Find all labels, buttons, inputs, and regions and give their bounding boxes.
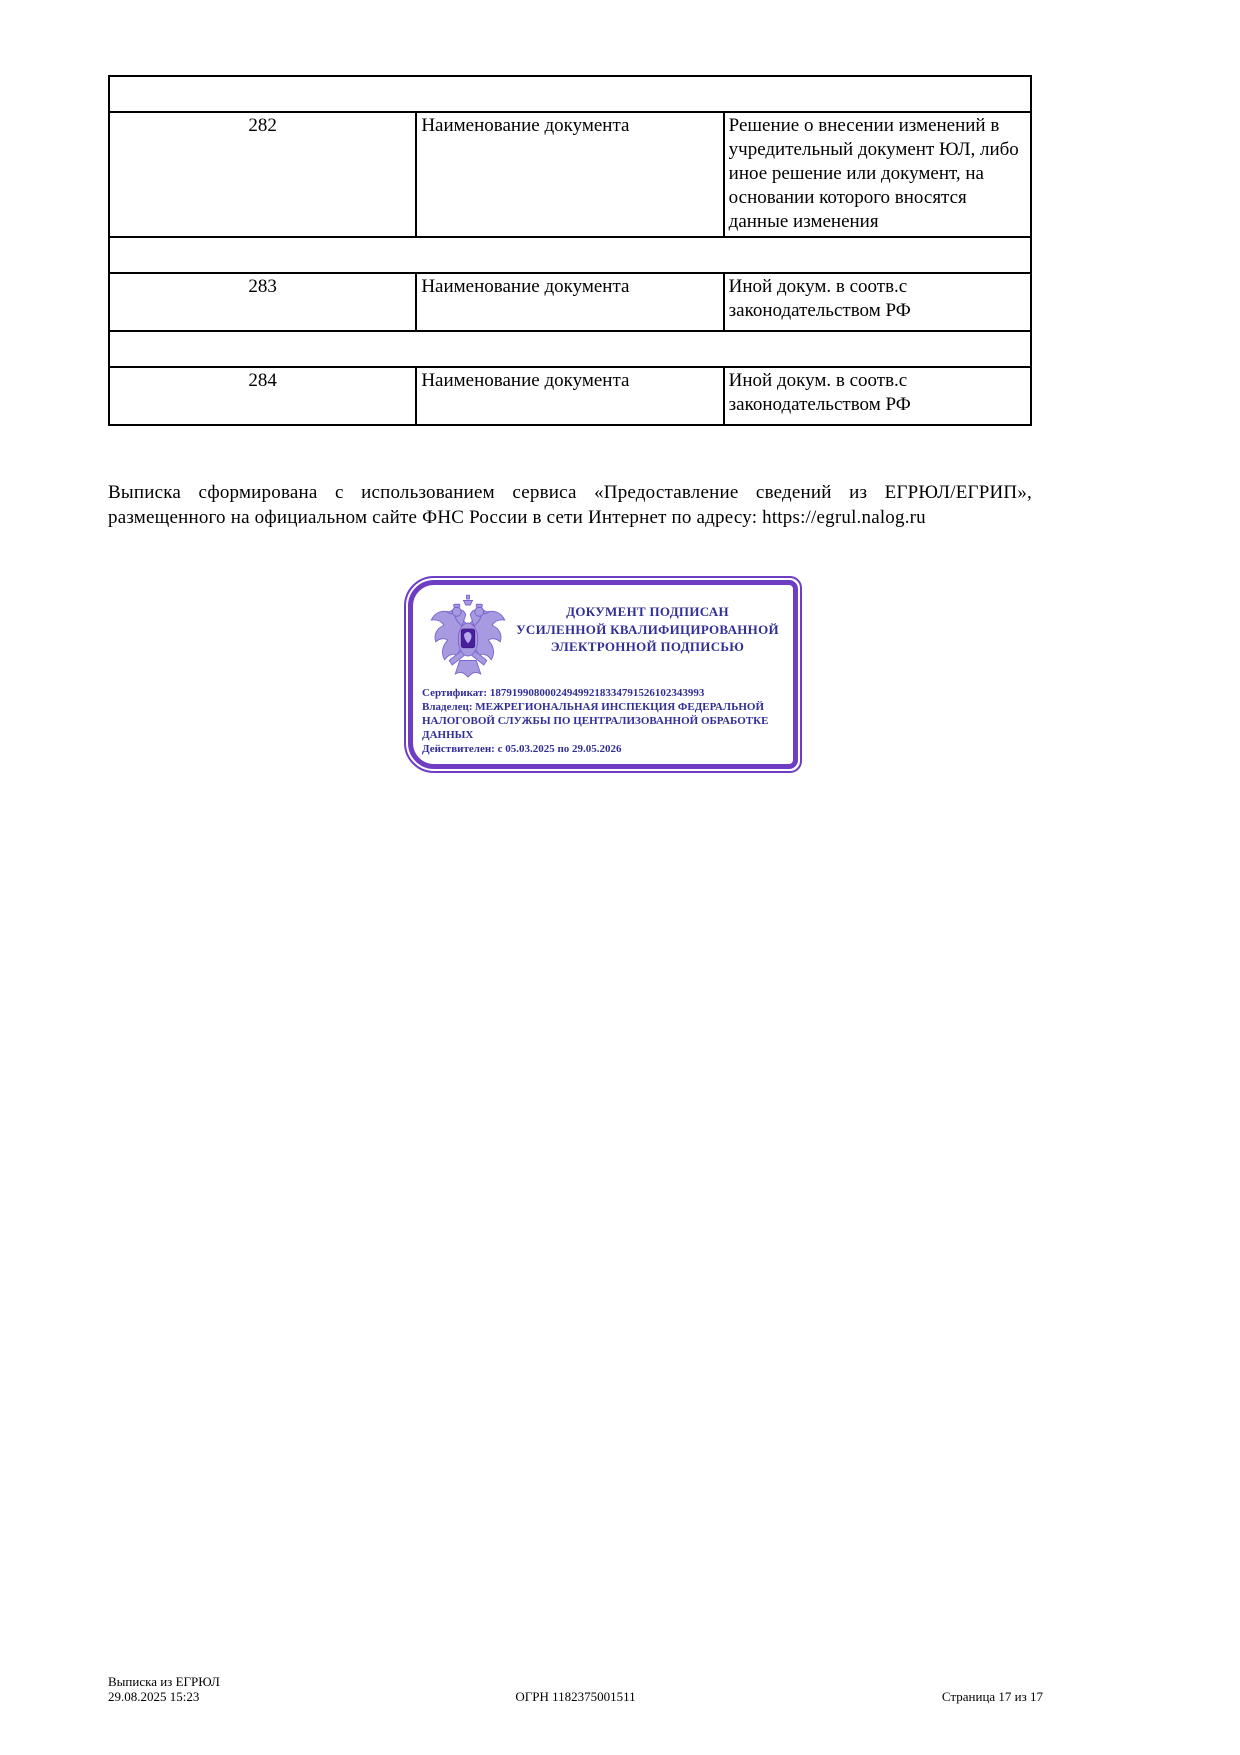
footer-page-number: Страница 17 из 17 [941,1689,1044,1704]
table-row [109,367,1031,425]
stamp-title [514,593,781,656]
validity-value: с 05.03.2025 по 29.05.2026 [497,743,622,755]
certificate-line [422,686,781,700]
signature-stamp [404,576,802,773]
stamp-title-line: ДОКУМЕНТ ПОДПИСАН [566,604,729,619]
table-row [109,273,1031,331]
attribute-name-cell: Наименование документа [416,367,723,425]
coat-of-arms-icon [422,593,514,683]
attribute-value-cell: Иной докум. в соотв.с законодательством РФ [724,273,1031,331]
validity-label: Действителен: [422,743,495,755]
stamp-title-line: УСИЛЕННОЙ КВАЛИФИЦИРОВАННОЙ [516,621,779,637]
stamp-title-line: ЭЛЕКТРОННОЙ ПОДПИСЬЮ [550,639,745,654]
service-note: Выписка сформирована с использованием сервиса «Предоставление сведений из ЕГРЮЛ/ЕГРИП», размещенного на официальном сайте ФНС России в сети Интернет по адресу: https://egrul.nalog.ru [108,482,1032,528]
footer-doc-type: Выписка из ЕГРЮЛ [108,1674,220,1689]
footer-left [108,1674,420,1704]
table-row [109,112,1031,237]
signature-stamp-inner [408,580,798,769]
certificate-details [422,686,781,756]
attribute-value-cell: Иной докум. в соотв.с законодательством РФ [724,367,1031,425]
empty-cell [109,76,1031,112]
document-page [108,75,1043,773]
table-spacer-row [109,76,1031,112]
empty-cell [109,331,1031,367]
table-spacer-row [109,331,1031,367]
row-number-cell: 283 [109,273,416,331]
owner-label: Владелец: [422,701,473,713]
document-table [108,75,1032,426]
footer-ogrn: ОГРН 1182375001511 [515,1689,636,1704]
footer-datetime: 29.08.2025 15:23 [108,1689,200,1704]
validity-line [422,742,781,756]
owner-value: МЕЖРЕГИОНАЛЬНАЯ ИНСПЕКЦИЯ ФЕДЕРАЛЬНОЙ НАЛОГОВОЙ СЛУЖБЫ ПО ЦЕНТРАЛИЗОВАННОЙ ОБРАБОТКЕ ДАННЫХ [422,701,769,741]
certificate-value: 187919908000249499218334791526102343993 [489,687,705,699]
table-spacer-row [109,237,1031,273]
attribute-name-cell: Наименование документа [416,273,723,331]
owner-line [422,700,781,742]
row-number-cell: 282 [109,112,416,237]
page-footer [108,1674,1043,1704]
row-number-cell: 284 [109,367,416,425]
attribute-name-cell: Наименование документа [416,112,723,237]
certificate-label: Сертификат: [422,687,488,699]
empty-cell [109,237,1031,273]
attribute-value-cell: Решение о внесении изменений в учредительный документ ЮЛ, либо иное решение или документ, на основании которого вносятся данные изменения [724,112,1031,237]
